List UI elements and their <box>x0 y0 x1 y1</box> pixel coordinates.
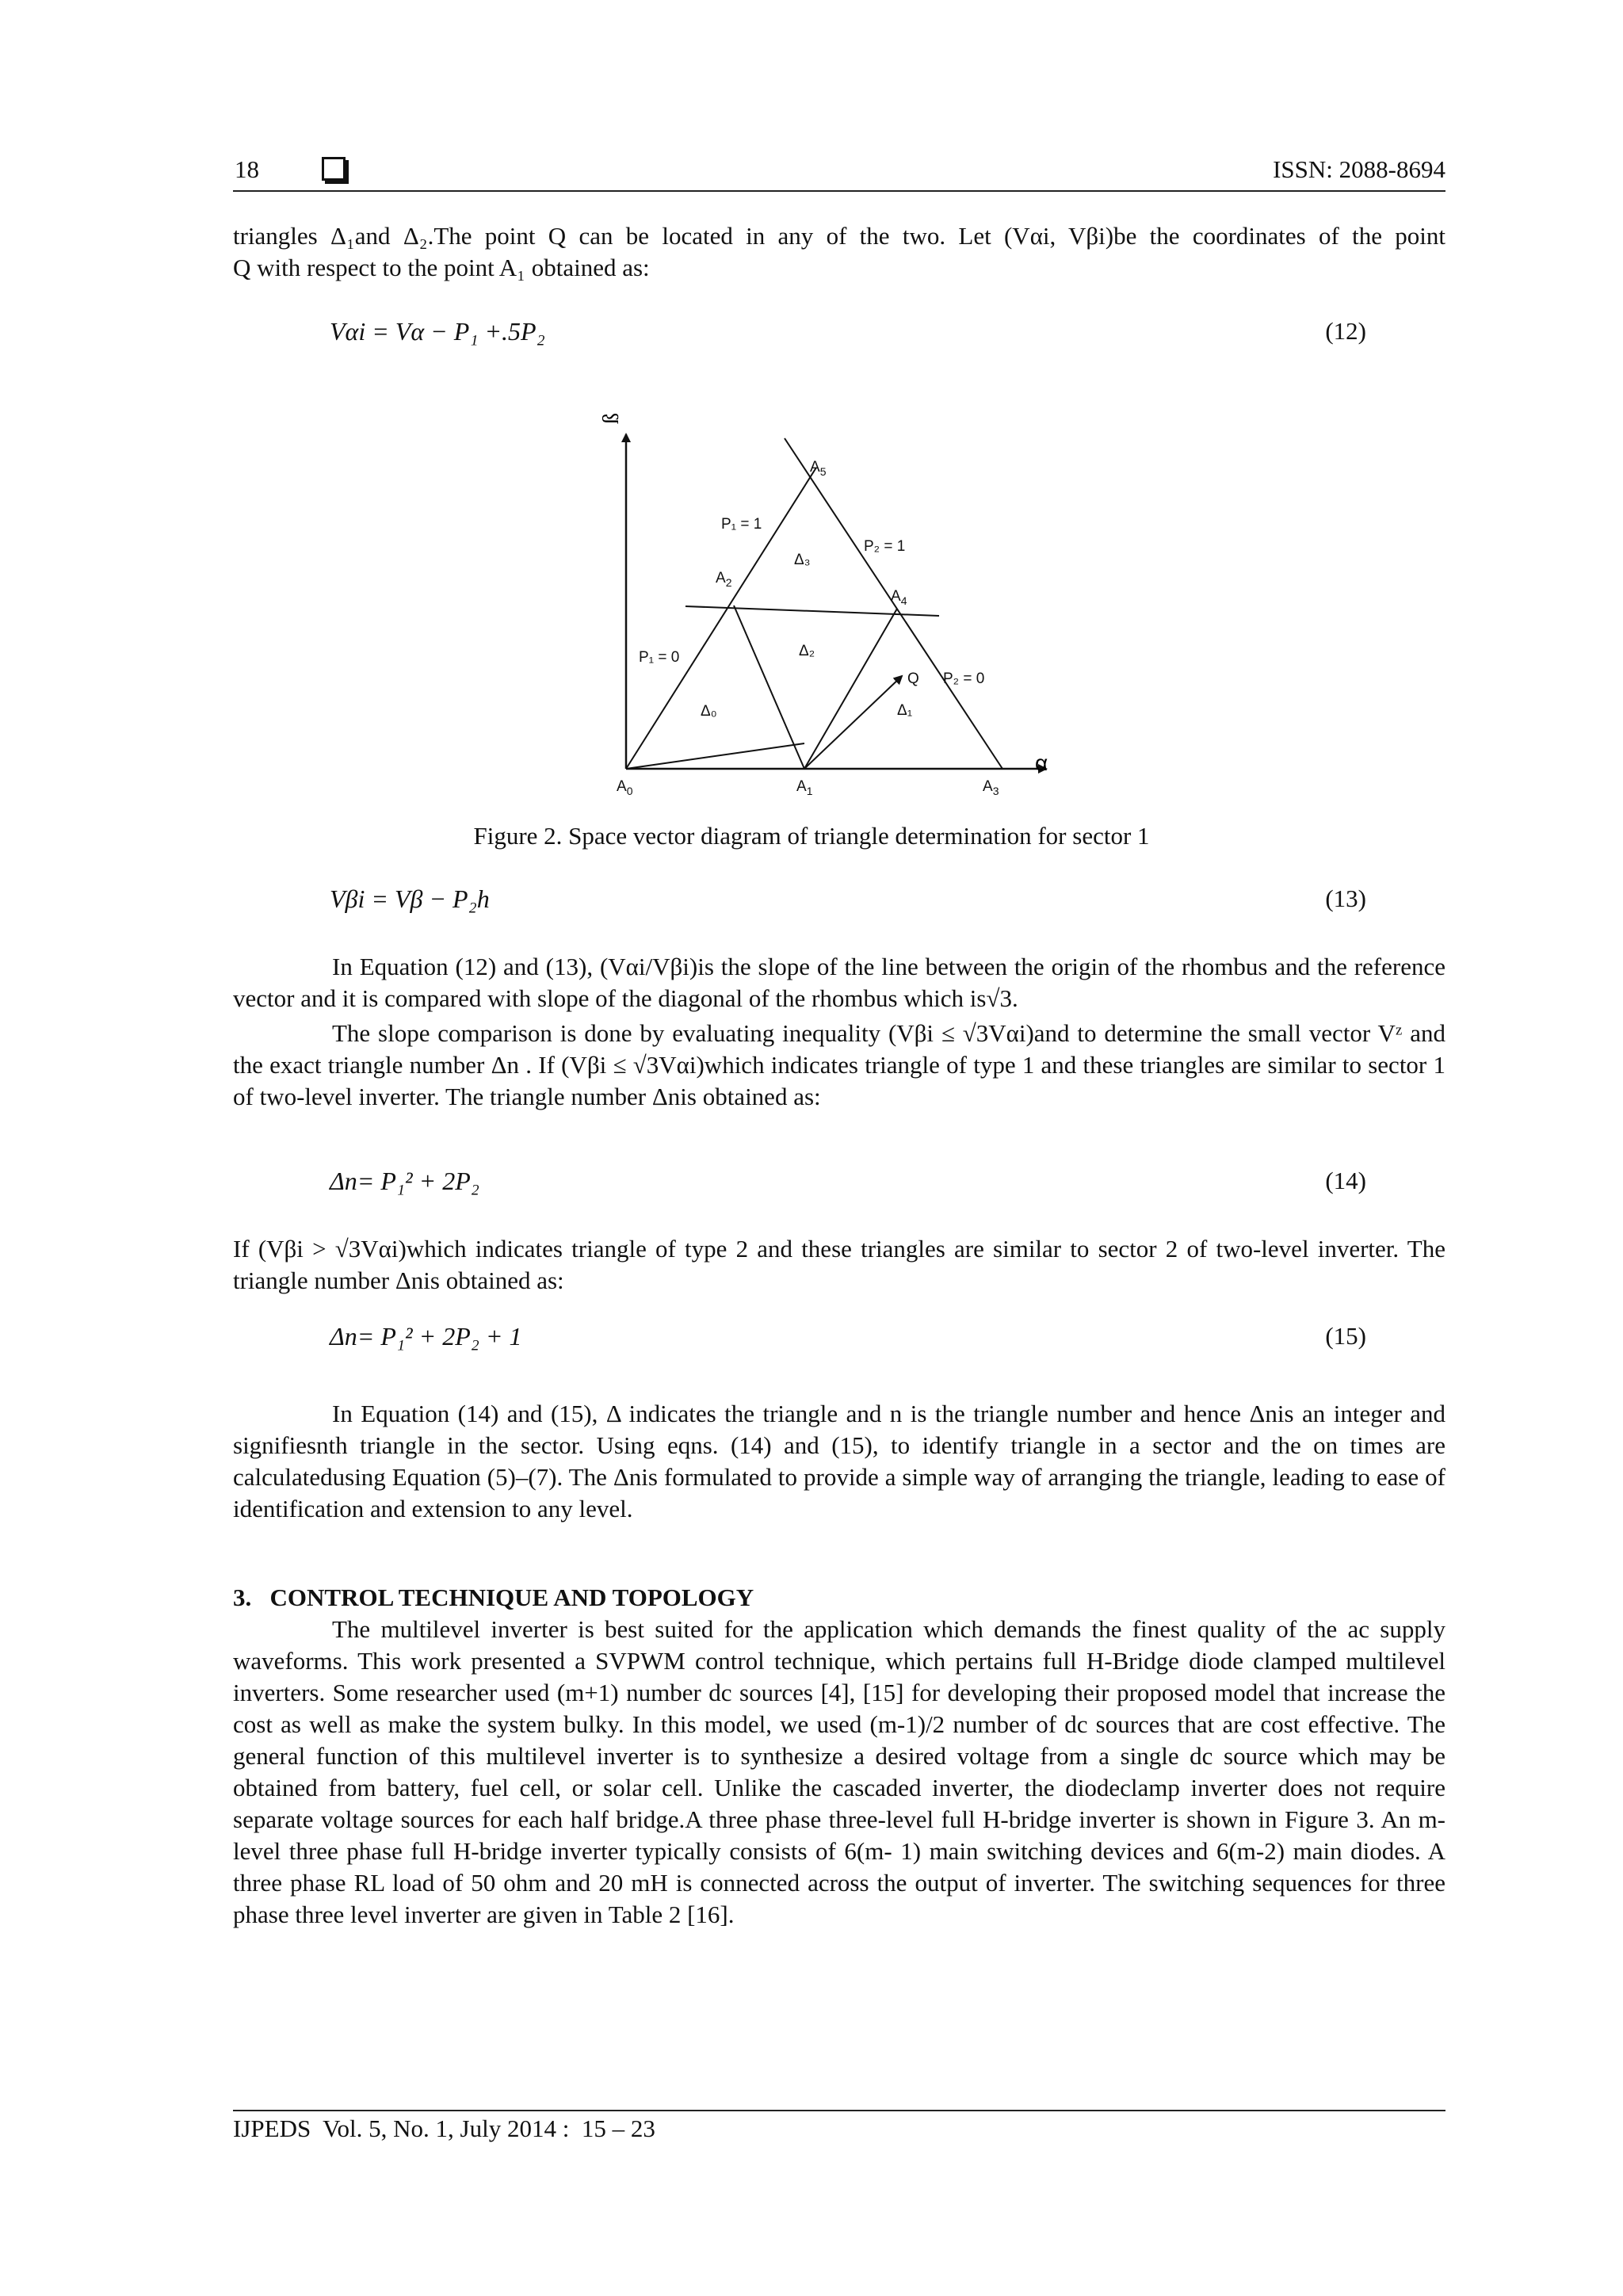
space-vector-diagram <box>599 396 1078 808</box>
label-delta-0: Δ₀ <box>701 703 717 720</box>
label-a4: $A_4$ <box>891 588 907 607</box>
label-beta-axis: ß <box>599 413 624 424</box>
slope-paragraph <box>233 951 1445 1113</box>
section-3 <box>233 1582 1445 1931</box>
label-a2: $A_2$ <box>716 570 732 589</box>
equation-14-number: (14) <box>1325 1167 1366 1194</box>
equation-15-number: (15) <box>1325 1322 1366 1350</box>
label-a0: $A_0$ <box>617 778 633 797</box>
delta-paragraph: In Equation (14) and (15), Δ indicates the triangle and n is the triangle number and hence Δnis an integer and signifiesnth triangle in the sector. Using eqns. (14) and (15), to identify triangle in a sector and the on times are calculatedusing Equation (5)–(7). The Δnis formulated to provide a simple way of arranging the triangle, leading to ease of identification and extension to any level. <box>233 1400 1445 1522</box>
label-q: Q <box>907 670 919 687</box>
intro-line-2: Q with respect to the point A₁ obtained as: <box>233 254 650 281</box>
line-a1-a4 <box>804 609 897 769</box>
label-p2-1: P₂ = 1 <box>864 538 906 555</box>
intro-paragraph <box>233 220 1445 284</box>
footer-rule <box>233 2110 1445 2111</box>
equation-12-number: (12) <box>1325 317 1366 345</box>
figure-caption: Figure 2. Space vector diagram of triangle determination for sector 1 <box>473 822 1150 850</box>
slope-paragraph-text: In Equation (12) and (13), (Vαi/Vβi)is the slope of the line between the origin of the rhombus and the reference vector and it is compared with slope of the diagonal of the rhombus which is√3. <box>233 953 1445 1012</box>
equation-12: Vαi = Vα − P₁ +.5P₂ <box>330 317 545 346</box>
type2-paragraph: If (Vβi > √3Vαi)which indicates triangle of type 2 and these triangles are similar to sector 2 of two-level inverter. The triangle number Δnis obtained as: <box>233 1235 1445 1294</box>
label-a1: $A_1$ <box>796 778 813 797</box>
equation-13: Vβi = Vβ − P₂h <box>330 884 490 913</box>
label-delta-1: Δ₁ <box>897 702 913 719</box>
label-alpha-axis: α <box>1035 751 1048 775</box>
section-body: The multilevel inverter is best suited for the application which demands the finest quality of the ac supply waveforms. This work presented a SVPWM control technique, which pertains full H-Bridge diode clamped multilevel inverters. Some researcher used (m+1) number dc sources [4], [15] for developing their proposed model that increase the cost as well as make the system bulky. In this model, we used (m-1)/2 number of dc sources that are cost effective. The general function of this multilevel inverter is to synthesize a desired voltage from a single dc source which may be obtained from battery, fuel cell, or solar cell. Unlike the cascaded inverter, the diodeclamp inverter does not require separate voltage sources for each half bridge.A three phase three-level full H-bridge inverter is shown in Figure 3. An m-level three phase full H-bridge inverter typically consists of 6(m- 1) main switching devices and 6(m-2) main diodes. A three phase RL load of 50 ohm and 20 mH is connected across the output of inverter. The switching sequences for three phase three level inverter are given in Table 2 [16]. <box>233 1615 1445 1928</box>
equation-13-number: (13) <box>1325 884 1366 912</box>
checkbox-glyph-icon <box>322 157 346 181</box>
label-a3: $A_3$ <box>983 778 999 797</box>
equation-15: Δn= P₁² + 2P₂ + 1 <box>330 1322 522 1350</box>
section-heading: 3. CONTROL TECHNIQUE AND TOPOLOGY <box>233 1584 754 1611</box>
vector-q <box>804 676 902 769</box>
label-delta-3: Δ₃ <box>794 552 811 568</box>
issn: ISSN: 2088-8694 <box>1273 155 1445 183</box>
label-p1-1: P₁ = 1 <box>721 516 762 533</box>
intro-line-1: triangles Δ₁and Δ₂.The point Q can be located in any of the two. Let (Vαi, Vβi)be the coordinates of the point <box>233 222 1445 250</box>
label-p1-0: P₁ = 0 <box>639 649 680 666</box>
footer-citation: IJPEDS Vol. 5, No. 1, July 2014 : 15 – 23 <box>233 2115 655 2142</box>
line-p1-boundary <box>626 468 816 769</box>
equation-14: Δn= P₁² + 2P₂ <box>330 1167 479 1195</box>
page-number: 18 <box>235 155 259 183</box>
label-p2-0: P₂ = 0 <box>943 670 985 687</box>
label-a5: $A_5$ <box>810 459 827 478</box>
header-rule <box>233 190 1445 192</box>
vector-a0 <box>626 743 804 769</box>
label-delta-2: Δ₂ <box>799 643 815 659</box>
compare-paragraph-text: The slope comparison is done by evaluating inequality (Vβi ≤ √3Vαi)and to determine the small vector Vᶻ and the exact triangle number Δn . If (Vβi ≤ √3Vαi)which indicates triangle of type 1 and these triangles are similar to sector 1 of two-level inverter. The triangle number Δnis obtained as: <box>233 1019 1445 1110</box>
